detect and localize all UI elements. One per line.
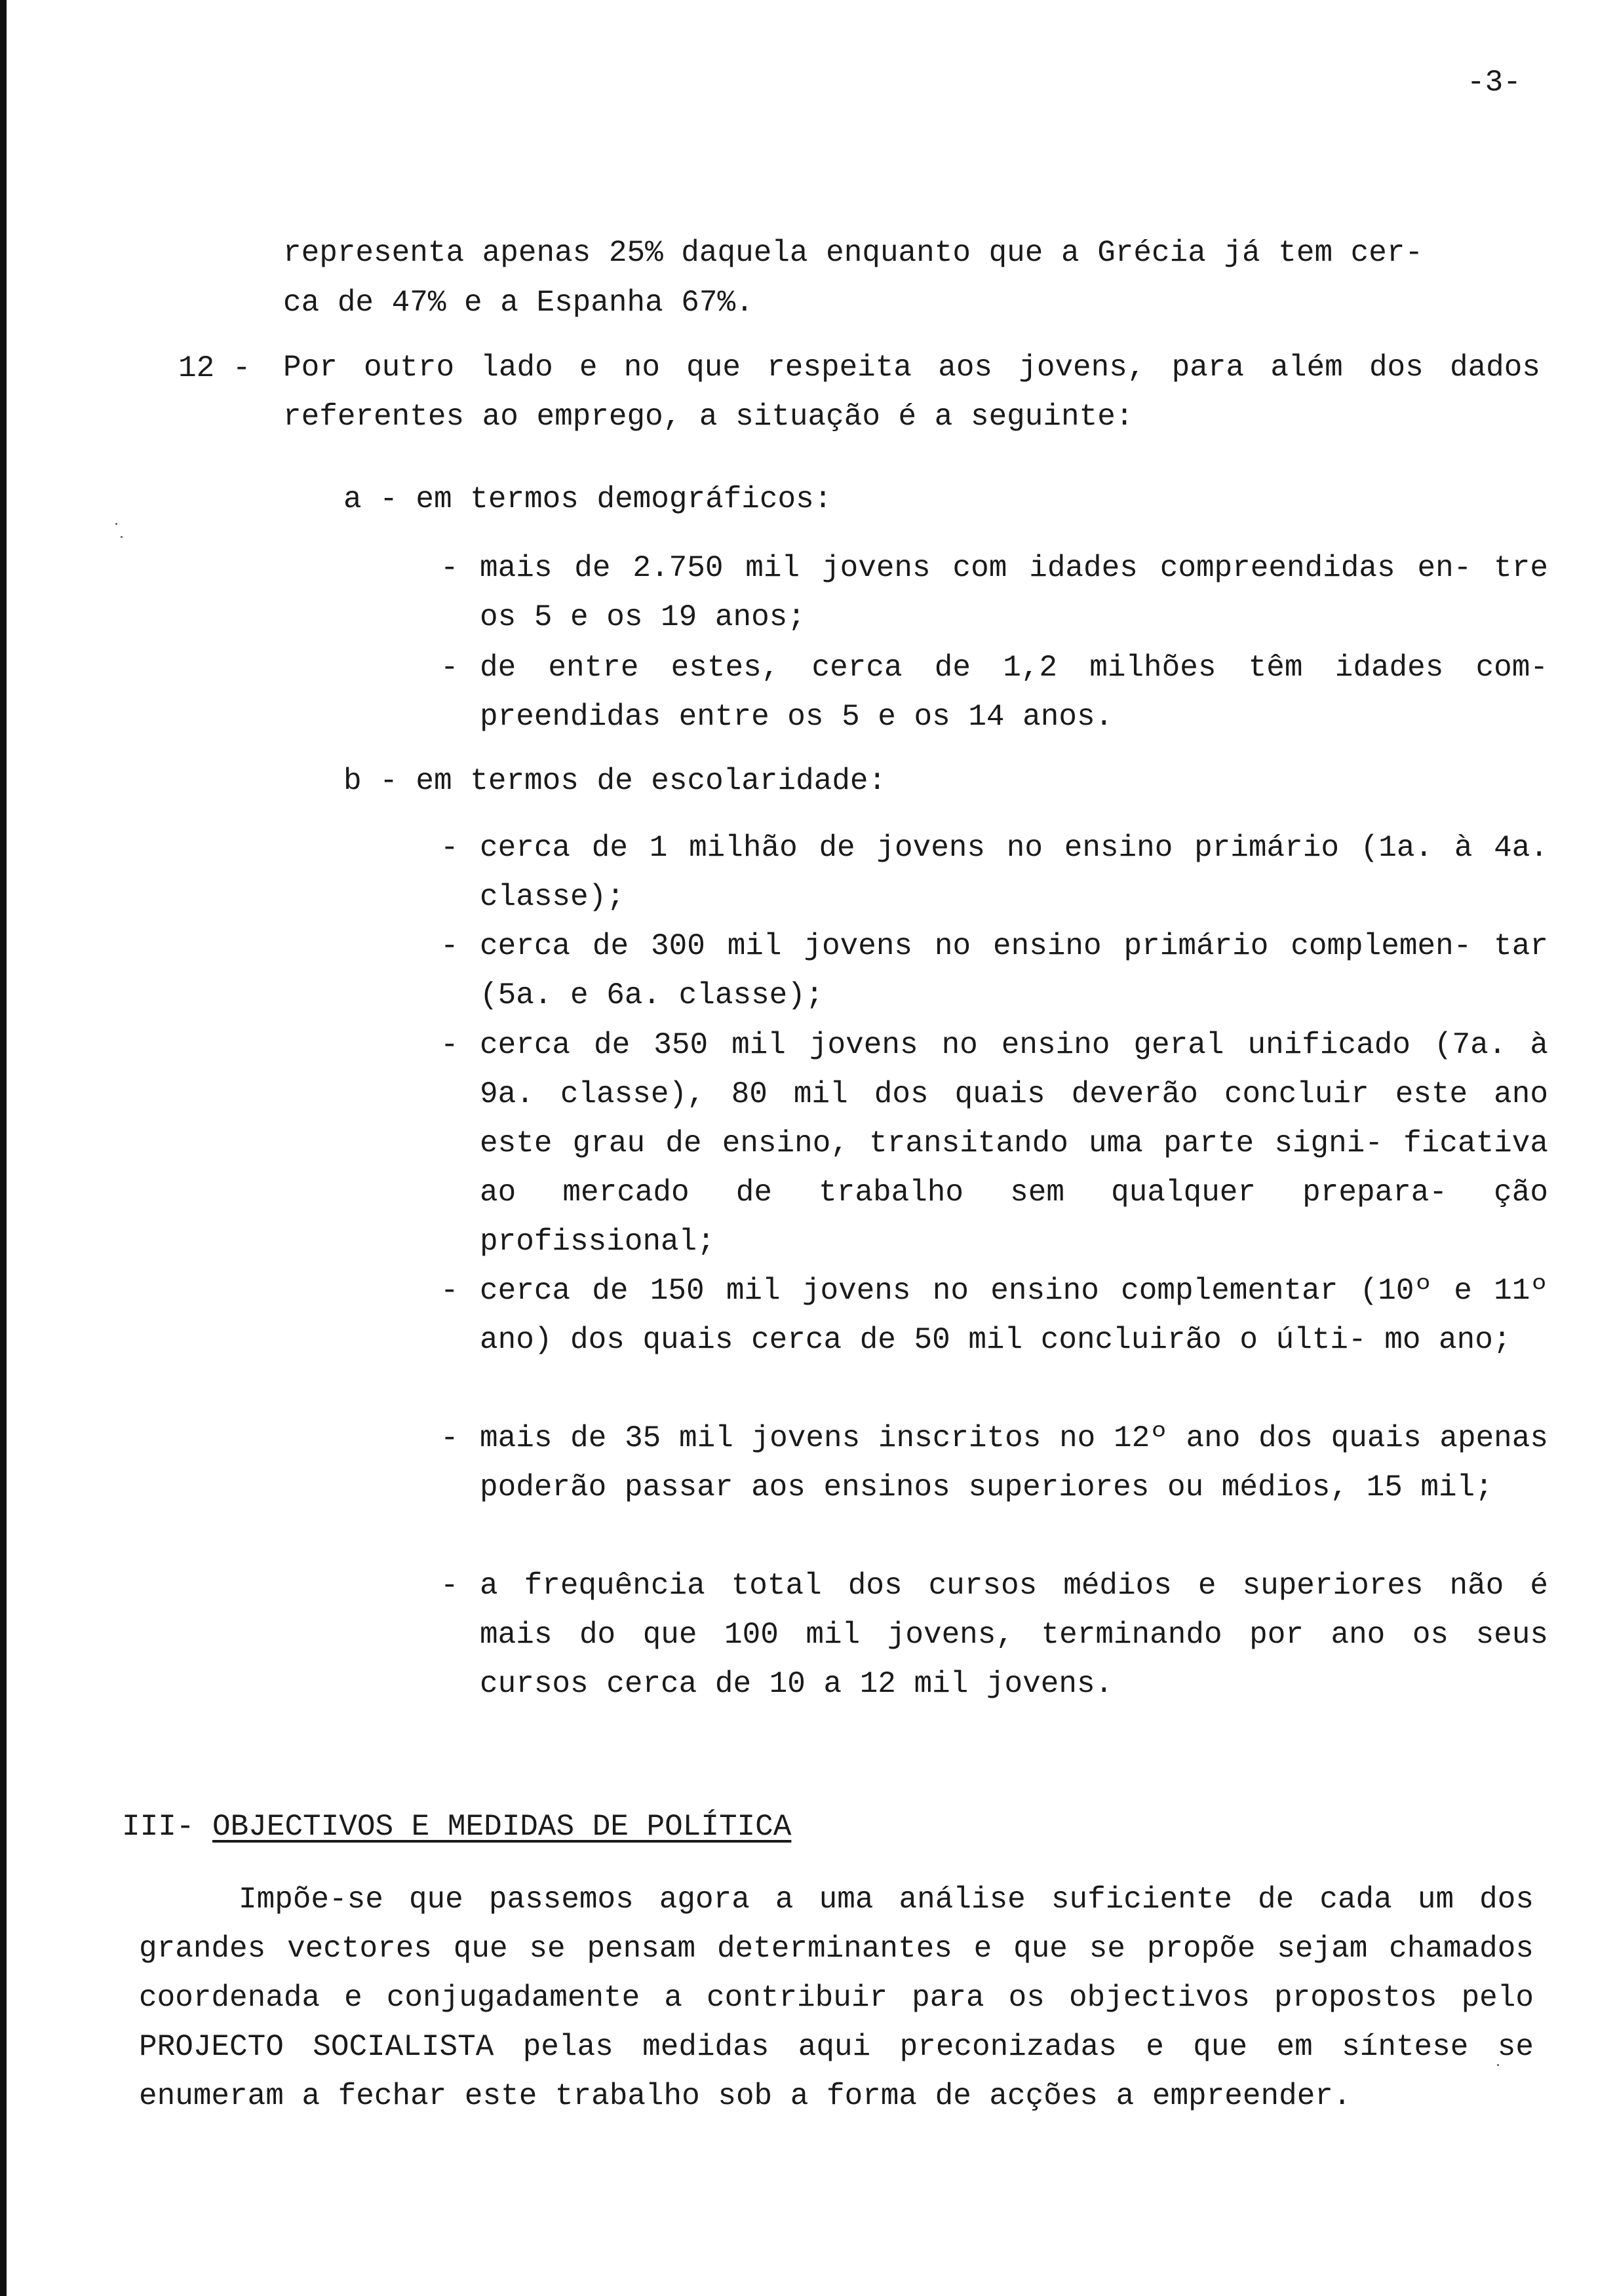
bullet-text: cerca de 1 milhão de jovens no ensino primário (1a. à 4a. classe);: [480, 831, 1548, 914]
sub-b-label: b - em termos de escolaridade:: [343, 764, 887, 798]
bullet-text: cerca de 300 mil jovens no ensino primário complemen- tar (5a. e 6a. classe);: [480, 929, 1548, 1012]
bullet-text: cerca de 350 mil jovens no ensino geral unificado (7a. à 9a. classe), 80 mil dos quais deverão concluir este ano este grau de ensino, transitando uma parte signi- ficativa ao mercado de trabalho sem qualquer prepara- ção profissional;: [480, 1028, 1548, 1259]
bullet-dash: -: [440, 1421, 459, 1455]
scan-speck: [1497, 2064, 1499, 2066]
section-3-title: OBJECTIVOS E MEDIDAS DE POLÍTICA: [212, 1810, 792, 1844]
bullet-dash: -: [440, 1569, 459, 1603]
section-3-paragraph: Impõe-se que passemos agora a uma análise suficiente de cada um dos grandes vectores que se pensam determinantes e que se propõe sejam chamados coordenada e conjugadamente a contribuir para os objectivos propostos pelo PROJECTO SOCIALISTA pelas medidas aqui preconizadas e que em síntese se enumeram a fechar este trabalho sob a forma de acções a empreender.: [139, 1883, 1534, 2113]
bullet-dash: -: [440, 1274, 459, 1308]
section-12-text: Por outro lado e no que respeita aos jovens, para além dos dados referentes ao emprego, a situação é a seguinte:: [283, 351, 1540, 434]
sub-a-label: a - em termos demográficos:: [343, 482, 832, 516]
bullet-text: mais de 2.750 mil jovens com idades compreendidas en- tre os 5 e os 19 anos;: [480, 551, 1548, 634]
bullet-text: de entre estes, cerca de 1,2 milhões têm idades com- preendidas entre os 5 e os 14 anos.: [480, 651, 1548, 734]
scan-edge: [0, 0, 7, 2296]
bullet-dash: -: [440, 929, 459, 963]
section-3-number: III-: [122, 1810, 195, 1844]
scan-speck: [115, 523, 117, 525]
bullet-dash: -: [440, 831, 459, 865]
bullet-text: cerca de 150 mil jovens no ensino complementar (10º e 11º ano) dos quais cerca de 50 mil concluirão o últi- mo ano;: [480, 1274, 1548, 1357]
intro-line-1: representa apenas 25% daquela enquanto que a Grécia já tem cer-: [283, 236, 1424, 270]
bullet-text: mais de 35 mil jovens inscritos no 12º ano dos quais apenas poderão passar aos ensinos superiores ou médios, 15 mil;: [480, 1421, 1548, 1504]
scan-speck: [121, 536, 123, 538]
section-3-heading: [122, 1807, 791, 1846]
bullet-dash: -: [440, 651, 459, 685]
section-12-number: 12 -: [178, 351, 251, 385]
bullet-dash: -: [440, 1028, 459, 1062]
bullet-text: a frequência total dos cursos médios e superiores não é mais do que 100 mil jovens, terminando por ano os seus cursos cerca de 10 a 12 mil jovens.: [480, 1569, 1548, 1701]
page-number: -3-: [1467, 66, 1521, 100]
bullet-dash: -: [440, 551, 459, 585]
intro-line-2: ca de 47% e a Espanha 67%.: [283, 286, 754, 320]
